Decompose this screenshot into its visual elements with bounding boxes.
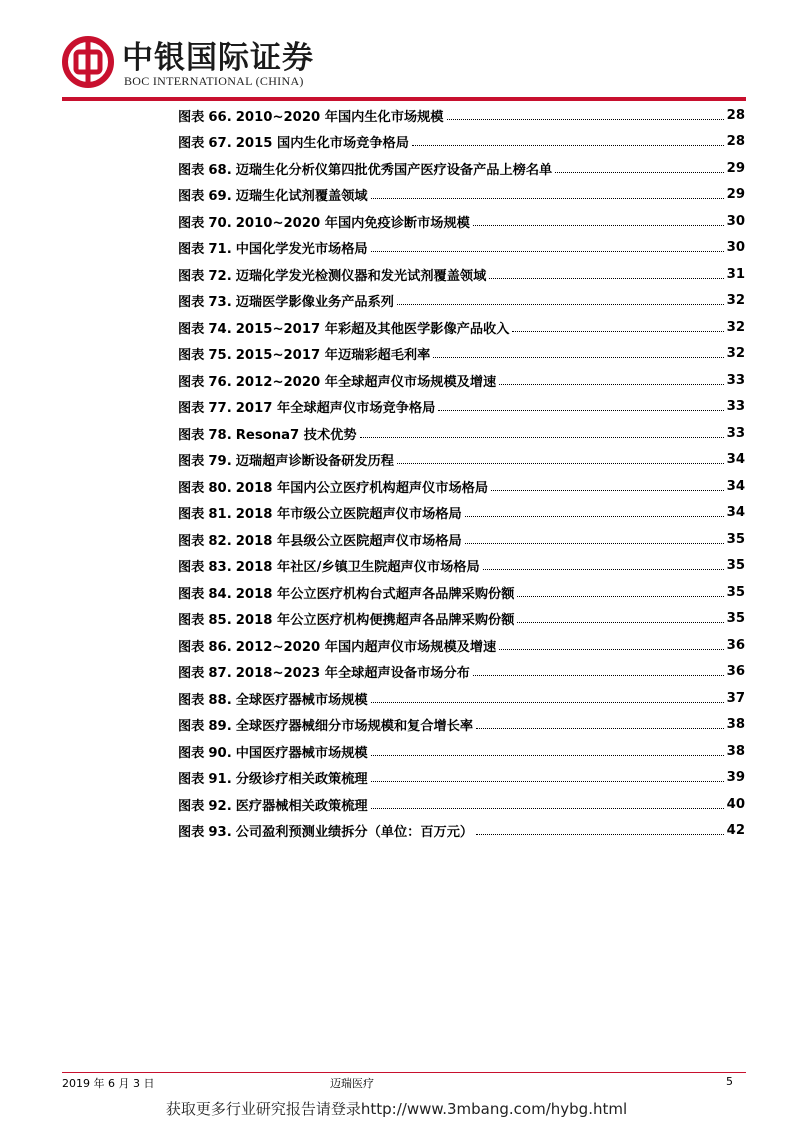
toc-entry-label [178, 424, 357, 443]
toc-entry[interactable] [178, 818, 745, 845]
toc-entry[interactable] [178, 632, 745, 659]
toc-entry-prefix: 图表 [178, 719, 205, 735]
toc-entry-page: 35 [726, 558, 745, 574]
toc-entry-number: 67. [208, 136, 232, 152]
toc-entry-number: 88. [208, 692, 232, 708]
toc-entry-number: 76. [208, 374, 232, 390]
toc-dot-leader [371, 808, 724, 809]
toc-entry-label [178, 636, 496, 655]
brand-name-en: BOC INTERNATIONAL (CHINA) [124, 74, 304, 88]
toc-entry-title: 2018 年县级公立医院超声仪市场格局 [235, 533, 462, 549]
footer-date: 2019 年 6 月 3 日 [62, 1077, 155, 1090]
toc-entry[interactable] [178, 235, 745, 262]
toc-dot-leader [397, 304, 724, 305]
toc-entry-page: 34 [726, 452, 745, 468]
toc-entry[interactable] [178, 420, 745, 447]
brand-name-cn: 中银国际证券 [122, 40, 314, 76]
toc-entry-prefix: 图表 [178, 507, 205, 523]
toc-entry-number: 71. [208, 242, 232, 258]
toc-dot-leader [371, 755, 724, 756]
toc-entry-number: 70. [208, 215, 232, 231]
toc-entry-title: 中国化学发光市场格局 [235, 242, 368, 258]
toc-entry-number: 86. [208, 639, 232, 655]
toc-entry-prefix: 图表 [178, 242, 205, 258]
toc-entry-prefix: 图表 [178, 825, 205, 841]
toc-entry-prefix: 图表 [178, 162, 205, 178]
toc-dot-leader [397, 463, 724, 464]
toc-entry-number: 73. [208, 295, 232, 311]
toc-entry-page: 38 [726, 743, 745, 759]
toc-dot-leader [447, 119, 724, 120]
toc-entry[interactable] [178, 261, 745, 288]
toc-entry-label [178, 450, 394, 469]
toc-entry-number: 93. [208, 825, 232, 841]
toc-entry-page: 33 [726, 399, 745, 415]
toc-entry-title: 全球医疗器械市场规模 [235, 692, 368, 708]
toc-entry-prefix: 图表 [178, 692, 205, 708]
toc-entry-page: 30 [726, 240, 745, 256]
toc-dot-leader [499, 384, 723, 385]
toc-dot-leader [512, 331, 723, 332]
toc-dot-leader [491, 490, 724, 491]
toc-entry-page: 36 [726, 637, 745, 653]
toc-entry-label [178, 583, 514, 602]
toc-entry-title: 2015~2017 年迈瑞彩超毛利率 [235, 348, 431, 364]
toc-entry-page: 32 [726, 319, 745, 335]
toc-entry-title: 2010~2020 年国内免疫诊断市场规模 [235, 215, 470, 231]
toc-entry-page: 38 [726, 717, 745, 733]
toc-entry-page: 42 [726, 823, 745, 839]
toc-entry[interactable] [178, 394, 745, 421]
toc-entry-title: 中国医疗器械市场规模 [235, 745, 368, 761]
toc-entry-title: 2012~2020 年国内超声仪市场规模及增速 [235, 639, 497, 655]
toc-entry-page: 35 [726, 611, 745, 627]
toc-dot-leader [360, 437, 724, 438]
toc-dot-leader [476, 834, 724, 835]
toc-entry-title: 2015 国内生化市场竞争格局 [235, 136, 409, 152]
toc-entry-number: 75. [208, 348, 232, 364]
toc-entry[interactable] [178, 129, 745, 156]
toc-entry-prefix: 图表 [178, 427, 205, 443]
footer-page-number: 5 [726, 1075, 733, 1088]
toc-dot-leader [433, 357, 723, 358]
toc-entry-title: 迈瑞生化试剂覆盖领域 [235, 189, 368, 205]
toc-entry-title: 2018~2023 年全球超声设备市场分布 [235, 666, 470, 682]
toc-entry-prefix: 图表 [178, 295, 205, 311]
toc-entry-prefix: 图表 [178, 480, 205, 496]
toc-entry-label [178, 397, 435, 416]
toc-entry-label [178, 742, 368, 761]
toc-dot-leader [412, 145, 724, 146]
toc-entry-number: 66. [208, 109, 232, 125]
toc-entry-label [178, 689, 368, 708]
toc-entry-title: 全球医疗器械细分市场规模和复合增长率 [235, 719, 474, 735]
toc-entry-title: 2018 年社区/乡镇卫生院超声仪市场格局 [235, 560, 480, 576]
toc-entry-page: 28 [726, 134, 745, 150]
toc-entry-prefix: 图表 [178, 798, 205, 814]
toc-entry[interactable] [178, 526, 745, 553]
toc-entry[interactable] [178, 447, 745, 474]
toc-entry-number: 85. [208, 613, 232, 629]
toc-entry-prefix: 图表 [178, 533, 205, 549]
toc-entry-page: 31 [726, 266, 745, 282]
toc-dot-leader [473, 675, 724, 676]
toc-entry-prefix: 图表 [178, 348, 205, 364]
toc-entry[interactable] [178, 208, 745, 235]
toc-entry-title: Resona7 技术优势 [235, 427, 357, 443]
toc-entry-prefix: 图表 [178, 613, 205, 629]
toc-dot-leader [483, 569, 724, 570]
toc-entry-prefix: 图表 [178, 586, 205, 602]
toc-dot-leader [517, 622, 723, 623]
toc-entry[interactable] [178, 685, 745, 712]
toc-entry-title: 迈瑞化学发光检测仪器和发光试剂覆盖领域 [235, 268, 487, 284]
toc-entry-number: 81. [208, 507, 232, 523]
toc-entry-label [178, 609, 514, 628]
toc-entry[interactable] [178, 367, 745, 394]
toc-entry-number: 90. [208, 745, 232, 761]
toc-dot-leader [476, 728, 724, 729]
toc-entry-page: 29 [726, 160, 745, 176]
toc-entry-label [178, 132, 409, 151]
footer-divider [62, 1072, 746, 1073]
toc-entry-label [178, 159, 552, 178]
toc-entry[interactable] [178, 314, 745, 341]
toc-entry-page: 39 [726, 770, 745, 786]
toc-entry-page: 32 [726, 346, 745, 362]
footer-promo-link[interactable]: 获取更多行业研究报告请登录http://www.3mbang.com/hybg.html [165, 1100, 628, 1118]
figure-index-list [178, 102, 745, 844]
toc-entry[interactable] [178, 500, 745, 527]
toc-entry[interactable] [178, 606, 745, 633]
toc-entry-title: 迈瑞医学影像业务产品系列 [235, 295, 394, 311]
toc-entry-label [178, 715, 473, 734]
toc-entry-page: 34 [726, 505, 745, 521]
toc-entry-page: 33 [726, 372, 745, 388]
toc-entry-prefix: 图表 [178, 401, 205, 417]
toc-entry-prefix: 图表 [178, 745, 205, 761]
toc-entry-label [178, 821, 473, 840]
toc-entry-label [178, 503, 462, 522]
toc-entry-title: 分级诊疗相关政策梳理 [235, 772, 368, 788]
boc-logo-icon [62, 36, 114, 88]
toc-entry-prefix: 图表 [178, 374, 205, 390]
toc-entry-title: 2012~2020 年全球超声仪市场规模及增速 [235, 374, 497, 390]
toc-dot-leader [465, 516, 724, 517]
toc-entry[interactable] [178, 155, 745, 182]
toc-entry-title: 2017 年全球超声仪市场竞争格局 [235, 401, 436, 417]
toc-entry-number: 84. [208, 586, 232, 602]
toc-entry-label [178, 344, 430, 363]
toc-dot-leader [555, 172, 723, 173]
toc-dot-leader [371, 702, 724, 703]
toc-entry-page: 30 [726, 213, 745, 229]
toc-entry-label [178, 265, 486, 284]
toc-entry-prefix: 图表 [178, 189, 205, 205]
toc-entry-page: 36 [726, 664, 745, 680]
toc-dot-leader [465, 543, 724, 544]
toc-entry-page: 32 [726, 293, 745, 309]
toc-entry-page: 40 [726, 796, 745, 812]
toc-entry-page: 33 [726, 425, 745, 441]
toc-dot-leader [473, 225, 724, 226]
toc-entry[interactable] [178, 791, 745, 818]
toc-entry-prefix: 图表 [178, 639, 205, 655]
toc-dot-leader [371, 781, 724, 782]
toc-entry-page: 37 [726, 690, 745, 706]
toc-entry-number: 74. [208, 321, 232, 337]
toc-entry-label [178, 185, 368, 204]
toc-entry[interactable] [178, 473, 745, 500]
toc-entry[interactable] [178, 659, 745, 686]
toc-entry-number: 82. [208, 533, 232, 549]
toc-entry-prefix: 图表 [178, 560, 205, 576]
toc-entry-title: 公司盈利预测业绩拆分（单位：百万元） [235, 825, 474, 841]
toc-entry[interactable] [178, 341, 745, 368]
toc-entry[interactable] [178, 738, 745, 765]
toc-entry-prefix: 图表 [178, 136, 205, 152]
toc-entry-label [178, 106, 444, 125]
toc-entry-title: 2010~2020 年国内生化市场规模 [235, 109, 444, 125]
toc-dot-leader [499, 649, 723, 650]
toc-entry[interactable] [178, 182, 745, 209]
toc-entry-title: 2015~2017 年彩超及其他医学影像产品收入 [235, 321, 510, 337]
toc-entry-label [178, 795, 368, 814]
toc-entry-page: 34 [726, 478, 745, 494]
toc-dot-leader [517, 596, 723, 597]
toc-entry-title: 2018 年公立医疗机构台式超声各品牌采购份额 [235, 586, 515, 602]
toc-entry-prefix: 图表 [178, 215, 205, 231]
toc-dot-leader [489, 278, 723, 279]
toc-entry-number: 69. [208, 189, 232, 205]
toc-entry-title: 医疗器械相关政策梳理 [235, 798, 368, 814]
toc-entry-label [178, 291, 394, 310]
toc-entry-number: 72. [208, 268, 232, 284]
toc-entry-number: 78. [208, 427, 232, 443]
toc-entry-label [178, 477, 488, 496]
toc-entry-prefix: 图表 [178, 321, 205, 337]
toc-entry[interactable] [178, 579, 745, 606]
toc-entry-prefix: 图表 [178, 666, 205, 682]
toc-entry-page: 35 [726, 531, 745, 547]
toc-entry[interactable] [178, 712, 745, 739]
toc-entry-number: 91. [208, 772, 232, 788]
toc-entry-label [178, 530, 462, 549]
toc-entry-number: 92. [208, 798, 232, 814]
toc-entry-prefix: 图表 [178, 268, 205, 284]
toc-entry-title: 迈瑞超声诊断设备研发历程 [235, 454, 394, 470]
toc-entry-prefix: 图表 [178, 454, 205, 470]
toc-entry[interactable] [178, 288, 745, 315]
toc-entry-page: 29 [726, 187, 745, 203]
report-header [62, 30, 762, 100]
toc-entry-page: 35 [726, 584, 745, 600]
toc-entry-label [178, 371, 496, 390]
toc-entry-number: 77. [208, 401, 232, 417]
toc-entry-title: 2018 年公立医疗机构便携超声各品牌采购份额 [235, 613, 515, 629]
toc-entry-number: 80. [208, 480, 232, 496]
toc-entry-number: 87. [208, 666, 232, 682]
toc-entry-number: 68. [208, 162, 232, 178]
toc-entry-label [178, 238, 368, 257]
toc-entry-label [178, 556, 480, 575]
toc-entry[interactable] [178, 102, 745, 129]
toc-entry-title: 迈瑞生化分析仪第四批优秀国产医疗设备产品上榜名单 [235, 162, 553, 178]
header-divider [62, 97, 746, 101]
toc-entry-number: 89. [208, 719, 232, 735]
toc-entry-number: 79. [208, 454, 232, 470]
toc-entry-label [178, 212, 470, 231]
toc-dot-leader [371, 198, 724, 199]
toc-entry-title: 2018 年国内公立医疗机构超声仪市场格局 [235, 480, 489, 496]
toc-entry-label [178, 318, 509, 337]
toc-entry-number: 83. [208, 560, 232, 576]
toc-entry[interactable] [178, 765, 745, 792]
toc-entry-page: 28 [726, 107, 745, 123]
toc-dot-leader [371, 251, 724, 252]
toc-entry-prefix: 图表 [178, 772, 205, 788]
toc-entry-prefix: 图表 [178, 109, 205, 125]
footer-company: 迈瑞医疗 [330, 1077, 374, 1090]
toc-entry-label [178, 768, 368, 787]
toc-entry-title: 2018 年市级公立医院超声仪市场格局 [235, 507, 462, 523]
toc-dot-leader [438, 410, 723, 411]
toc-entry[interactable] [178, 553, 745, 580]
toc-entry-label [178, 662, 470, 681]
